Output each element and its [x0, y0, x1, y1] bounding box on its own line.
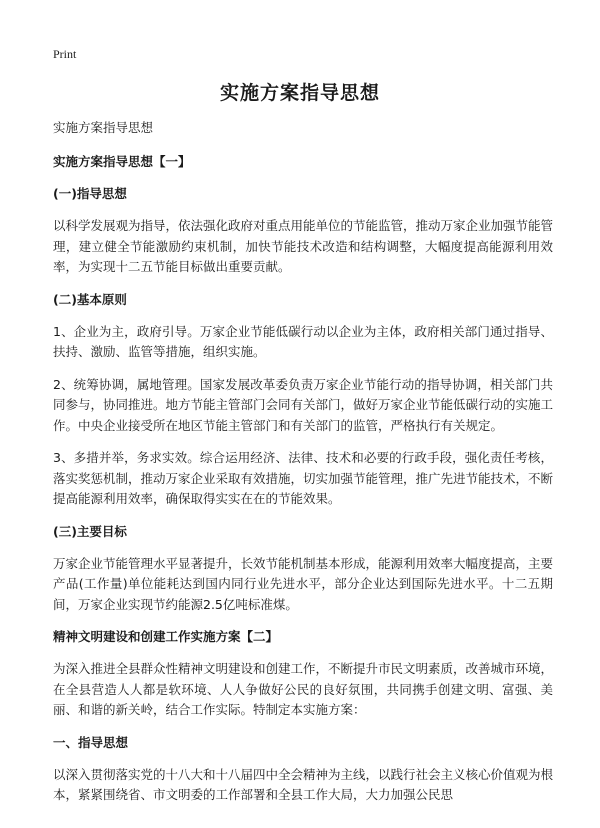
section-heading: (二)基本原则 — [53, 291, 127, 307]
paragraph: 1、企业为主，政府引导。万家企业节能低碳行动以企业为主体，政府相关部门通过指导、扶持、激励、监管等措施，组织实施。 — [53, 323, 553, 359]
document-body — [53, 118, 553, 818]
paragraph: 2、统筹协调，属地管理。国家发展改革委负责万家企业节能行动的指导协调，相关部门共同参与，协同推进。地方节能主管部门会同有关部门，做好万家企业节能低碳行动的实施工作。中央企业接受所在地区节能主管部门和有关部门的监管，严格执行有关规定。 — [53, 376, 554, 433]
section-heading: (一)指导思想 — [53, 186, 127, 201]
paragraph: 以深入贯彻落实党的十八大和十八届四中全会精神为主线，以践行社会主义核心价值观为根本，紧紧围绕省、市文明委的工作部署和全县工作大局，大力加强公民思 — [53, 766, 554, 802]
page-title: 实施方案指导思想 — [219, 82, 380, 104]
print-label: Print — [53, 47, 77, 61]
section-heading: 一、指导思想 — [53, 734, 129, 750]
paragraph: 为深入推进全县群众性精神文明建设和创建工作，不断提升市民文明素质，改善城市环境，在全县营造人人都是软环境、人人争做好公民的良好氛围，共同携手创建文明、富强、美丽、和谐的新关岭，结合工作实际。特制定本实施方案： — [53, 661, 554, 717]
paragraph: 3、多措并举，务求实效。综合运用经济、法律、技术和必要的行政手段，强化责任考核，落实奖惩机制，推动万家企业采取有效措施，切实加强节能管理，推广先进节能技术，不断提高能源利用效率，确保取得实实在在的节能效果。 — [53, 450, 554, 506]
paragraph: 万家企业节能管理水平显著提升，长效节能机制基本形成，能源利用效率大幅度提高，主要产品(工作量)单位能耗达到国内同行业先进水平，部分企业达到国际先进水平。十二五期间，万家企业实现节约能源2.5亿吨标准煤。 — [53, 555, 554, 612]
section-heading: 精神文明建设和创建工作实施方案【二】 — [53, 629, 279, 644]
section-heading: (三)主要目标 — [53, 523, 127, 539]
section-heading: 实施方案指导思想【一】 — [53, 154, 191, 169]
document-subtitle: 实施方案指导思想 — [53, 120, 154, 135]
paragraph: 以科学发展观为指导，依法强化政府对重点用能单位的节能监管，推动万家企业加强节能管理，建立健全节能激励约束机制，加快节能技术改造和结构调整，大幅度提高能源利用效率，为实现十二五节能目标做出重要贡献。 — [53, 218, 554, 274]
